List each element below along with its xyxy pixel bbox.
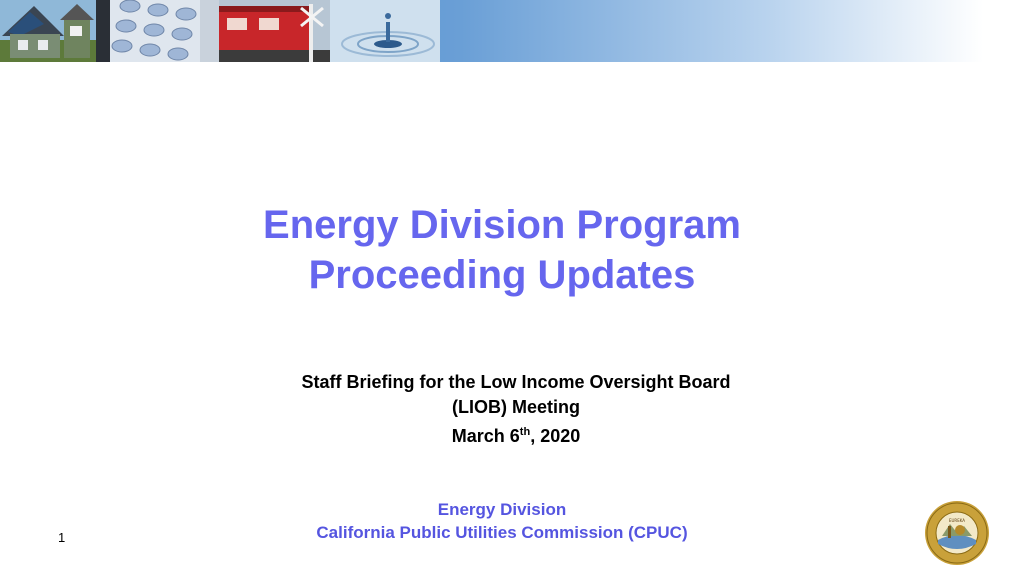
date-superscript: th [519, 426, 531, 438]
title-line-1: Energy Division Program [263, 203, 741, 247]
organization [0, 498, 1004, 544]
house-with-solar-panels-photo [0, 0, 96, 62]
page-number: 1 [58, 530, 66, 545]
meeting-date [0, 426, 1024, 447]
water-drop-photo [330, 0, 440, 62]
org-line-2: California Public Utilities Commission (CPUC) [316, 523, 688, 542]
date-prefix: March 6 [451, 426, 520, 446]
org-line-1: Energy Division [437, 500, 567, 519]
svg-text:EUREKA: EUREKA [948, 518, 966, 523]
slide-subtitle [0, 370, 1024, 420]
date-suffix: , 2020 [530, 426, 581, 446]
subtitle-line-2: (LIOB) Meeting [452, 397, 580, 417]
telephone-keypad-photo [96, 0, 219, 62]
railroad-train-photo [219, 0, 330, 62]
subtitle-line-1: Staff Briefing for the Low Income Oversight Board [301, 372, 731, 392]
slide-title [0, 200, 1004, 300]
title-line-2: Proceeding Updates [308, 253, 696, 297]
california-puc-seal-icon [924, 500, 990, 566]
